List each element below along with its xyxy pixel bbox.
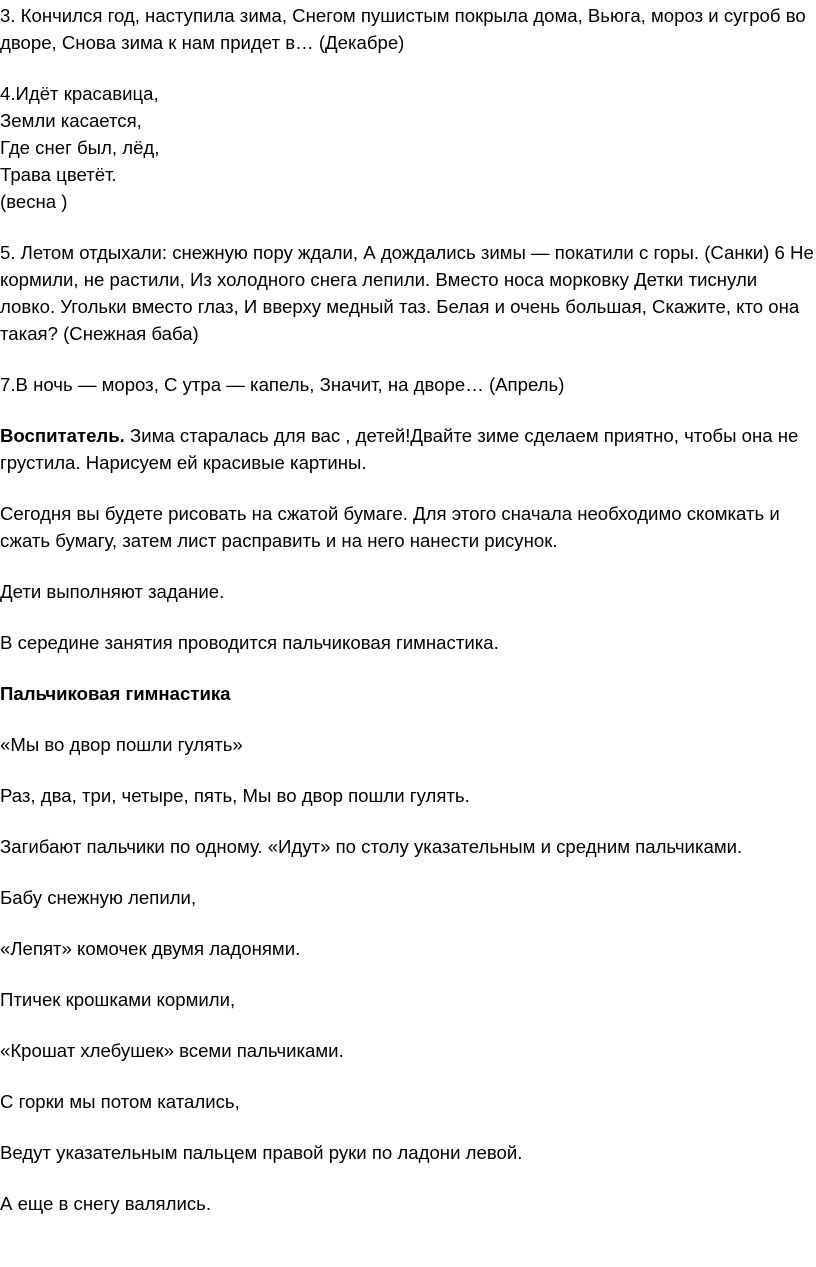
- poem-line-7: С горки мы потом катались,: [0, 1091, 240, 1112]
- task-paragraph: Дети выполняют задание.: [0, 581, 225, 602]
- teacher-paragraph: [0, 422, 816, 476]
- riddle-7: 7.В ночь — мороз, С утра — капель, Значит, на дворе… (Апрель): [0, 374, 565, 395]
- riddle-3: 3. Кончился год, наступила зима, Снегом пушистым покрыла дома, Вьюга, мороз и сугроб во дворе, Снова зима к нам придет в… (Декабре): [0, 5, 806, 53]
- poem-line-6: «Крошат хлебушек» всеми пальчиками.: [0, 1040, 344, 1061]
- gymnastics-heading: Пальчиковая гимнастика: [0, 683, 231, 704]
- riddle-4: 4.Идёт красавица, Земли касается, Где снег был, лёд, Трава цветёт. (весна ): [0, 83, 160, 212]
- poem-title: «Мы во двор пошли гулять»: [0, 734, 243, 755]
- poem-line-1: Раз, два, три, четыре, пять, Мы во двор пошли гулять.: [0, 785, 470, 806]
- poem-line-4: «Лепят» комочек двумя ладонями.: [0, 938, 301, 959]
- paper-instructions: Сегодня вы будете рисовать на сжатой бумаге. Для этого сначала необходимо скомкать и сжать бумагу, затем лист расправить и на него нанести рисунок.: [0, 503, 780, 551]
- poem-line-8: Ведут указательным пальцем правой руки по ладони левой.: [0, 1142, 523, 1163]
- poem-line-3: Бабу снежную лепили,: [0, 887, 197, 908]
- poem-line-9: А еще в снегу валялись.: [0, 1193, 212, 1214]
- teacher-text: Зима старалась для вас , детей!Двайте зиме сделаем приятно, чтобы она не грустила. Нарисуем ей красивые картины.: [0, 425, 799, 473]
- middle-paragraph: В середине занятия проводится пальчиковая гимнастика.: [0, 632, 499, 653]
- poem-line-2: Загибают пальчики по одному. «Идут» по столу указательным и средним пальчиками.: [0, 836, 743, 857]
- teacher-label: Воспитатель.: [0, 425, 125, 446]
- riddle-5-6: 5. Летом отдыхали: снежную пору ждали, А дождались зимы — покатили с горы. (Санки) 6 Не кормили, не растили, Из холодного снега лепили. Вместо носа морковку Детки тиснули ловко. Угольки вместо глаз, И вверху медный таз. Белая и очень большая, Скажите, кто она такая? (Снежная баба): [0, 242, 814, 344]
- poem-line-5: Птичек крошками кормили,: [0, 989, 236, 1010]
